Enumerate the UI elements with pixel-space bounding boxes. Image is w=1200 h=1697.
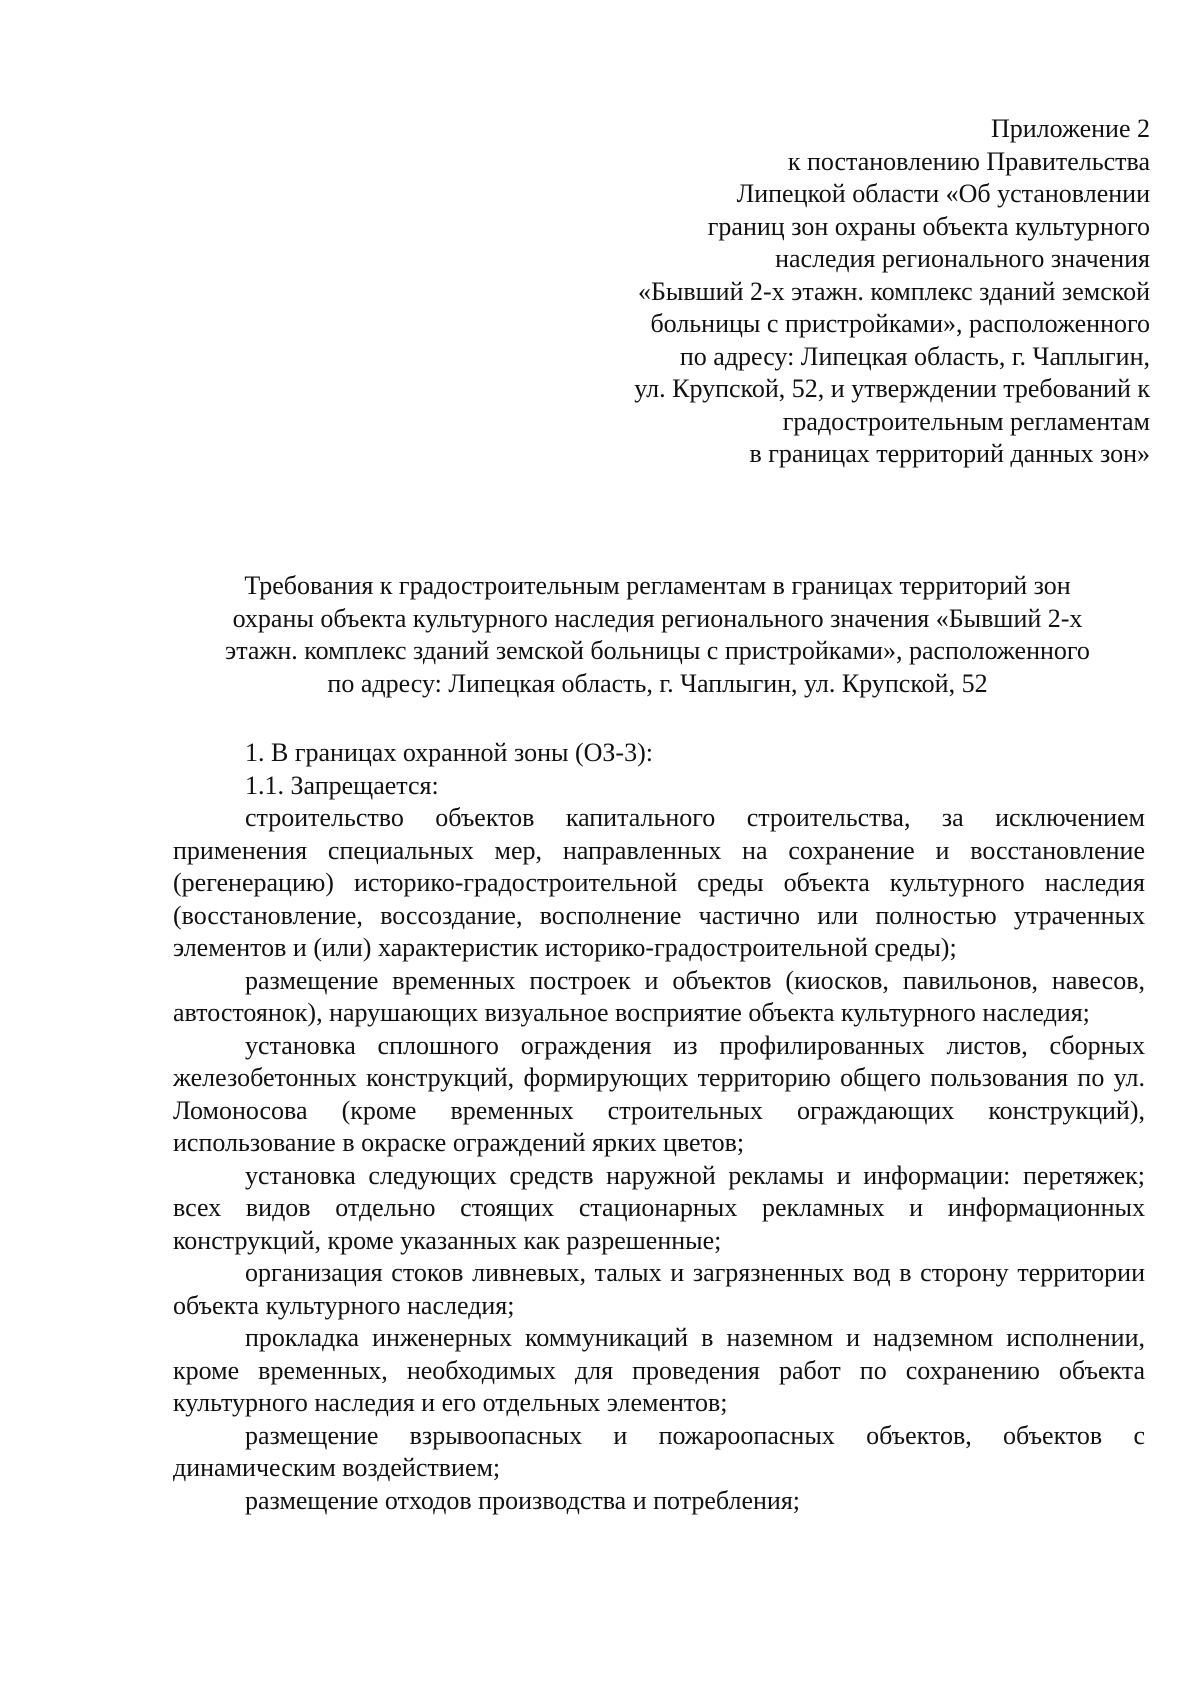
document-body (173, 737, 1145, 1517)
section-heading: 1. В границах охранной зоны (ОЗ-3): (245, 738, 653, 767)
appendix-line: к постановлению Правительства (787, 146, 1150, 176)
prohibition-item: размещение отходов производства и потребления; (245, 1485, 801, 1515)
appendix-header (450, 113, 1150, 471)
appendix-line: Приложение 2 (990, 114, 1150, 143)
document-title (165, 570, 1150, 700)
appendix-line: больницы с пристройками», расположенного (650, 309, 1150, 338)
appendix-line: градостроительным регламентам (782, 406, 1150, 436)
prohibition-item: прокладка инженерных коммуникаций в наземном и надземном исполнении, кроме временных, необходимых для проведения работ по сохранению объекта культурного наследия и его отдельных элементов; (173, 1323, 1145, 1417)
appendix-line: по адресу: Липецкая область, г. Чаплыгин, (679, 341, 1150, 371)
appendix-line: наследия регионального значения (775, 244, 1150, 273)
appendix-line: границ зон охраны объекта культурного (707, 211, 1150, 241)
prohibition-item: размещение временных построек и объектов (киосков, павильонов, навесов, автостоянок), нарушающих визуальное восприятие объекта культурного наследия; (173, 965, 1145, 1027)
title-line: охраны объекта культурного наследия регионального значения «Бывший 2-х (232, 603, 1083, 633)
appendix-line: Липецкой области «Об установлении (736, 179, 1150, 208)
prohibition-item: установка сплошного ограждения из профилированных листов, сборных железобетонных конструкций, формирующих территорию общего пользования по ул. Ломоносова (кроме временных строительных ограждающих конструкций), использование в окраске ограждений ярких цветов; (173, 1030, 1145, 1157)
subsection-heading: 1.1. Запрещается: (245, 770, 439, 800)
title-line: по адресу: Липецкая область, г. Чаплыгин, ул. Крупской, 52 (327, 668, 988, 698)
appendix-line: «Бывший 2-х этажн. комплекс зданий земской (637, 276, 1150, 306)
appendix-line: в границах территорий данных зон» (749, 439, 1150, 468)
title-line: Требования к градостроительным регламентам в границах территорий зон (244, 571, 1071, 600)
prohibition-item: организация стоков ливневых, талых и загрязненных вод в сторону территории объекта культурного наследия; (173, 1258, 1145, 1320)
appendix-line: ул. Крупской, 52, и утверждении требований к (634, 374, 1150, 403)
prohibition-item: строительство объектов капитального строительства, за исключением применения специальных мер, направленных на сохранение и восстановление (регенерацию) историко-градостроительной среды объекта культурного наследия (восстановление, воссоздание, восполнение частично или полностью утраченных элементов и (или) характеристик историко-градостроительной среды); (173, 803, 1145, 962)
prohibition-item: установка следующих средств наружной рекламы и информации: перетяжек; всех видов отдельно стоящих стационарных рекламных и информационных конструкций, кроме указанных как разрешенные; (173, 1160, 1145, 1255)
title-line: этажн. комплекс зданий земской больницы с пристройками», расположенного (225, 636, 1090, 665)
prohibition-item: размещение взрывоопасных и пожароопасных объектов, объектов с динамическим воздействием; (173, 1420, 1145, 1482)
